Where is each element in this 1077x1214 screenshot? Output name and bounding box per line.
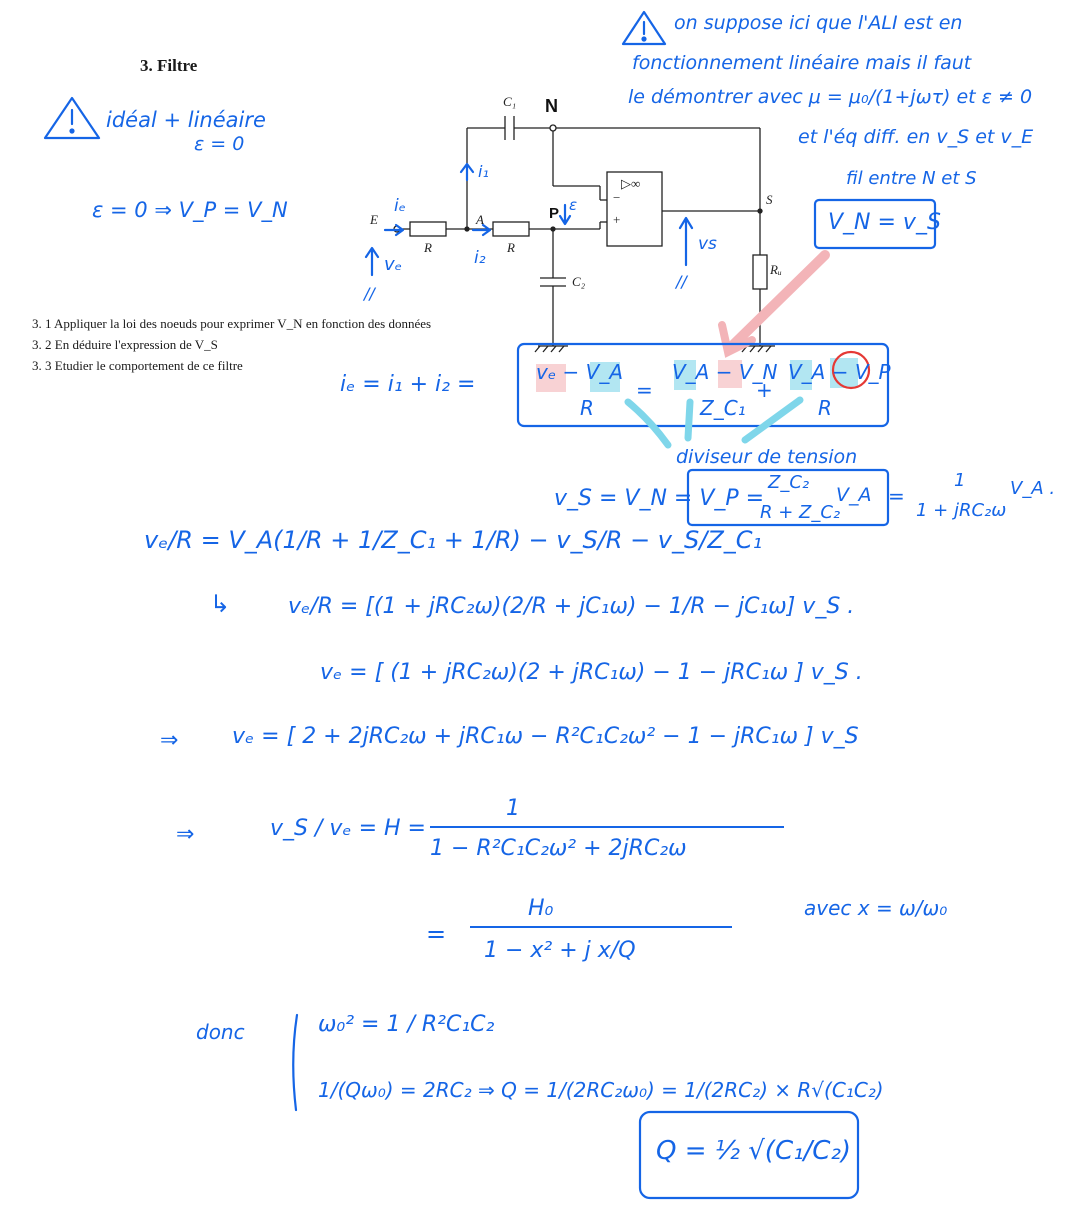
vs-frac2-num: 1 <box>954 470 966 491</box>
divider-label: diviseur de tension <box>676 446 858 468</box>
question-number: 3. 2 <box>32 337 52 352</box>
section-title: 3. Filtre <box>140 56 198 75</box>
label-node-p: P <box>549 205 560 222</box>
derivation-arrow-5: ⇒ <box>176 822 195 847</box>
vs-frac-num: Z_C₂ <box>768 472 810 493</box>
warning-right-line-1: on suppose ici que l'ALI est en <box>674 12 963 34</box>
derivation-line-2: vₑ/R = [(1 + jRC₂ω)(2/R + jC₁ω) − 1/R − jC₁ω] v_S . <box>288 594 855 619</box>
label-node-n: N <box>545 96 558 116</box>
derivation-line-1: vₑ/R = V_A(1/R + 1/Z_C₁ + 1/R) − v_S/R − v_S/Z_C₁ <box>144 526 763 554</box>
warning-right-line-2: fonctionnement linéaire mais il faut <box>632 52 972 74</box>
label-c2: C₂ <box>572 274 586 289</box>
fraction-bar <box>430 826 784 828</box>
label-r2: R <box>507 240 515 255</box>
question-text: Appliquer la loi des noeuds pour exprimer V_N en fonction des données <box>54 316 432 331</box>
label-c1: C₁ <box>503 94 517 109</box>
derivation-arrow-2: ↳ <box>210 590 231 618</box>
question-item <box>32 358 243 374</box>
vs-va: V_A <box>836 484 872 506</box>
derivation-line-3: vₑ = [ (1 + jRC₂ω)(2 + jRC₁ω) − 1 − jRC₁ω ] v_S . <box>320 660 863 685</box>
warning-right-line-4: et l'éq diff. en v_S et v_E <box>798 126 1034 148</box>
label-ru: Rᵤ <box>770 262 782 277</box>
circuit-diagram <box>394 116 775 352</box>
label-i1: i₁ <box>478 162 489 181</box>
label-vs: vs <box>698 234 717 254</box>
vn-equals-vs: V_N = v_S <box>828 210 941 235</box>
kcl-eq: = <box>636 378 653 402</box>
vs-eq2: = <box>888 484 905 508</box>
ground-mark: // <box>676 272 687 291</box>
label-ve: vₑ <box>384 254 403 275</box>
label-r1: R <box>424 240 432 255</box>
question-item <box>32 316 431 332</box>
vs-va2: V_A . <box>1010 478 1056 499</box>
omega0-eq: ω₀² = 1 / R²C₁C₂ <box>318 1012 495 1037</box>
vs-frac-den: R + Z_C₂ <box>760 502 841 523</box>
question-number: 3. 3 <box>32 358 52 373</box>
derivation-arrow-4: ⇒ <box>160 728 179 753</box>
ground-mark: // <box>364 284 375 303</box>
label-minus: − <box>613 190 621 205</box>
warning-left-eps: ε = 0 <box>194 133 245 155</box>
label-ie: iₑ <box>394 196 406 216</box>
label-node-a: A <box>476 212 484 227</box>
label-plus: + <box>613 212 621 227</box>
label-node-e: E <box>370 212 378 227</box>
question-text: En déduire l'expression de V_S <box>54 337 218 352</box>
transfer-num: 1 <box>506 796 520 821</box>
warning-left-text: idéal + linéaire <box>106 108 266 132</box>
warning-icon-left <box>45 98 99 138</box>
wire-note: fil entre N et S <box>846 168 977 189</box>
derivation-line-4: vₑ = [ 2 + 2jRC₂ω + jRC₁ω − R²C₁C₂ω² − 1 − jRC₁ω ] v_S <box>232 724 859 749</box>
warning-icon-right <box>623 12 665 44</box>
transfer-lhs: v_S / vₑ = H = <box>270 816 426 841</box>
result-q: Q = ½ √(C₁/C₂) <box>656 1136 852 1166</box>
question-number: 3. 1 <box>32 316 52 331</box>
kcl-lhs: iₑ = i₁ + i₂ = <box>340 372 476 397</box>
donc-brace <box>293 1015 297 1110</box>
kcl-term2-num: V_A − V_N <box>672 360 778 384</box>
q-omega0-eq: 1/(Qω₀) = 2RC₂ ⇒ Q = 1/(2RC₂ω₀) = 1/(2RC₂) × R√(C₁C₂) <box>318 1078 884 1102</box>
warning-right-line-3: le démontrer avec μ = μ₀/(1+jωτ) et ε ≠ 0 <box>628 86 1033 108</box>
kcl-term3-den: R <box>818 396 832 420</box>
label-node-s: S <box>766 192 773 207</box>
canonical-note: avec x = ω/ω₀ <box>804 896 948 920</box>
eps-rule: ε = 0 ⇒ V_P = V_N <box>92 198 288 222</box>
question-item <box>32 337 218 353</box>
transfer-den: 1 − R²C₁C₂ω² + 2jRC₂ω <box>430 836 687 861</box>
kcl-term1-den: R <box>580 396 594 420</box>
label-i2: i₂ <box>474 248 486 268</box>
canonical-num: H₀ <box>528 896 554 921</box>
label-opamp: ▷∞ <box>621 176 641 191</box>
kcl-term3-num: V_A − V_P <box>788 360 891 384</box>
donc-label: donc <box>196 1020 245 1044</box>
kcl-term2-den: Z_C₁ <box>700 396 746 420</box>
fraction-bar <box>470 926 732 928</box>
question-text: Etudier le comportement de ce filtre <box>54 358 243 373</box>
kcl-plus: + <box>756 378 773 402</box>
kcl-term1-num: vₑ − V_A <box>536 360 624 384</box>
vs-frac2-den: 1 + jRC₂ω <box>916 500 1007 521</box>
canonical-den: 1 − x² + j x/Q <box>484 938 636 963</box>
canonical-eq: = <box>426 920 447 948</box>
label-eps-small: ε <box>569 196 578 214</box>
vs-line-lhs: v_S = V_N = V_P = <box>554 486 765 511</box>
